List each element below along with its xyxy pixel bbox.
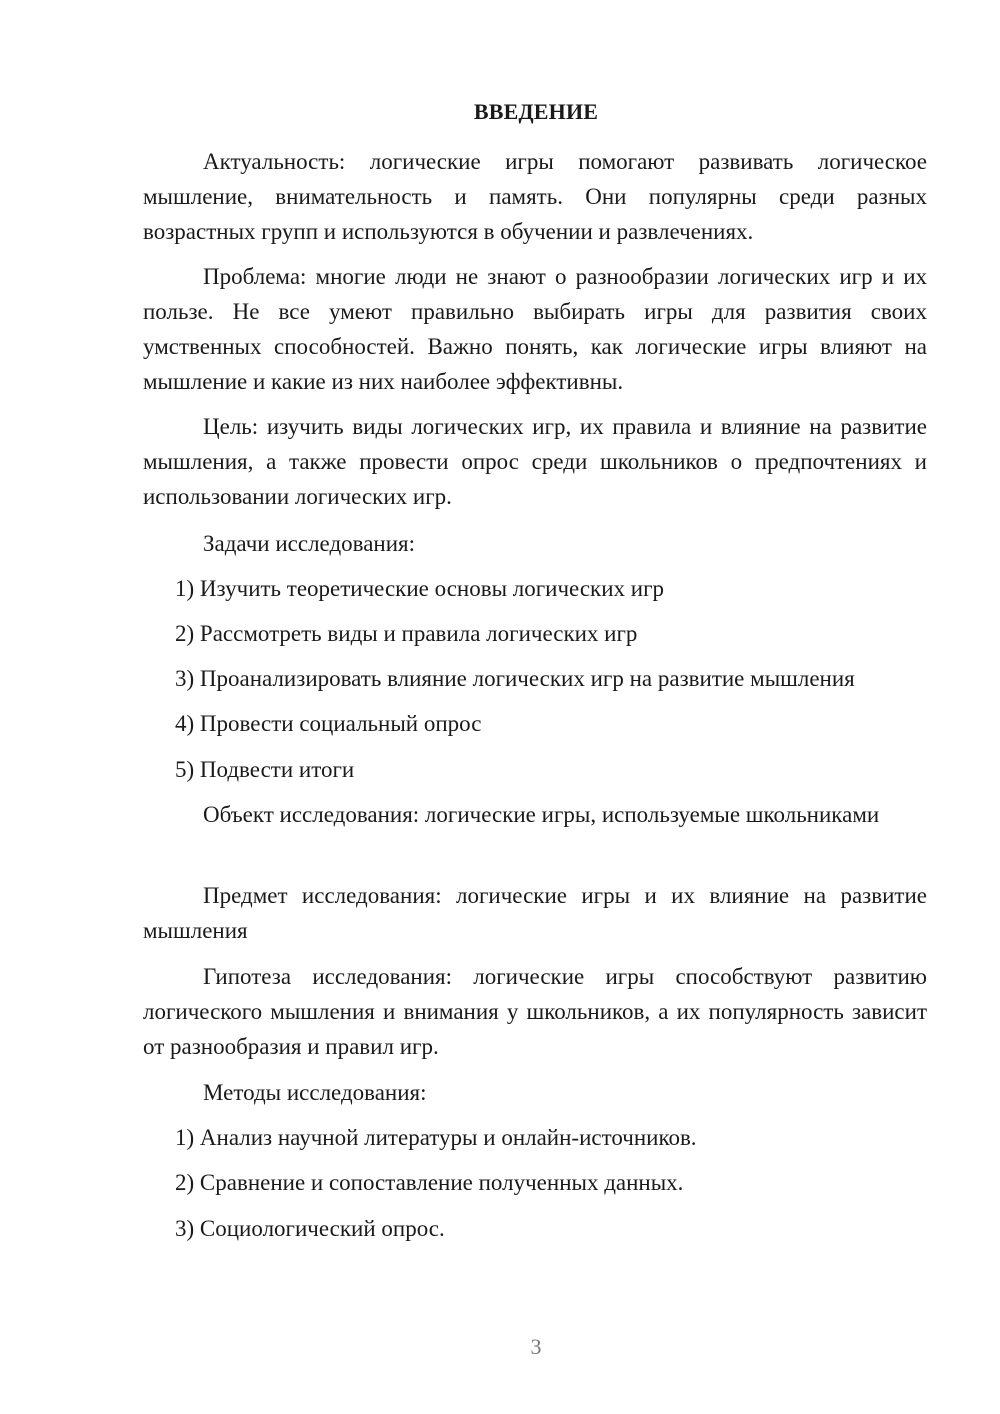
task-item: 5) Подвести итоги xyxy=(175,757,355,782)
subject-paragraph: Предмет исследования: логические игры и их влияние на развитие мышления xyxy=(143,883,927,943)
tasks-heading: Задачи исследования: xyxy=(203,531,416,556)
task-item: 4) Провести социальный опрос xyxy=(175,711,482,736)
task-item: 2) Рассмотреть виды и правила логических игр xyxy=(175,621,638,646)
problem-paragraph: Проблема: многие люди не знают о разнообразии логических игр и их пользе. Не все умеют правильно выбирать игры для развития своих умственных способностей. Важно понять, как логические игры влияют на мышление и какие из них наиболее эффективны. xyxy=(143,264,927,394)
method-item: 1) Анализ научной литературы и онлайн-источников. xyxy=(175,1125,697,1150)
object-paragraph: Объект исследования: логические игры, используемые школьниками xyxy=(203,802,880,827)
relevance-paragraph: Актуальность: логические игры помогают развивать логическое мышление, внимательность и память. Они популярны среди разных возрастных групп и используются в обучении и развлечениях. xyxy=(143,149,927,244)
task-item: 3) Проанализировать влияние логических игр на развитие мышления xyxy=(175,666,855,691)
section-title: ВВЕДЕНИЕ xyxy=(473,99,599,124)
method-item: 3) Социологический опрос. xyxy=(175,1216,445,1241)
task-item: 1) Изучить теоретические основы логических игр xyxy=(175,576,665,601)
methods-heading: Методы исследования: xyxy=(203,1080,427,1105)
goal-paragraph: Цель: изучить виды логических игр, их правила и влияние на развитие мышления, а также провести опрос среди школьников о предпочтениях и использовании логических игр. xyxy=(143,414,927,509)
method-item: 2) Сравнение и сопоставление полученных данных. xyxy=(175,1170,684,1195)
page-number: 3 xyxy=(530,1334,542,1359)
hypothesis-paragraph: Гипотеза исследования: логические игры способствуют развитию логического мышления и внимания у школьников, а их популярность зависит от разнообразия и правил игр. xyxy=(143,964,927,1059)
